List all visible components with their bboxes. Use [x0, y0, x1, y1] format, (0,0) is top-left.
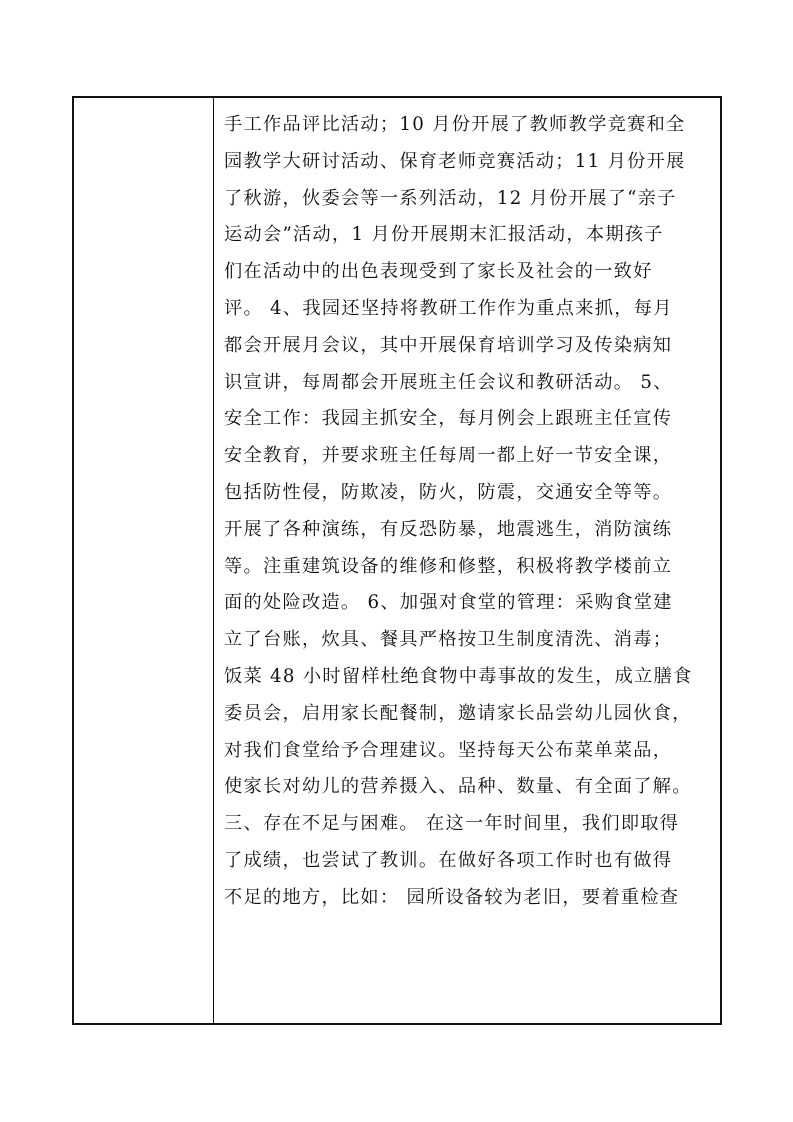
text-line: 园教学大研讨活动、保育老师竞赛活动；11 月份开展 [224, 150, 686, 172]
text-line: 等。注重建筑设备的维修和修整，积极将教学楼前立 [224, 555, 673, 577]
text-line: 三、存在不足与困难。 在这一年时间里，我们即取得 [224, 813, 680, 835]
text-line: 面的处险改造。 6、加强对食堂的管理：采购食堂建 [224, 592, 673, 614]
text-line: 饭菜 48 小时留样杜绝食物中毒事故的发生，成立膳食 [224, 665, 693, 687]
text-line: 手工作品评比活动；10 月份开展了教师教学竞赛和全 [224, 114, 686, 135]
table-label-cell [74, 98, 214, 1023]
text-line: 开展了各种演练，有反恐防暴，地震逃生，消防演练 [224, 518, 673, 540]
text-line: 使家长对幼儿的营养摄入、品种、数量、有全面了解。 [224, 776, 692, 798]
text-line: 了成绩，也尝试了教训。在做好各项工作时也有做得 [224, 849, 673, 871]
text-line: 委员会，启用家长配餐制，邀请家长品尝幼儿园伙食， [224, 702, 692, 724]
text-line: 运动会”活动，1 月份开展期末汇报活动，本期孩子 [224, 224, 664, 246]
text-line: 不足的地方，比如： 园所设备较为老旧，要着重检查 [224, 886, 680, 908]
text-line: 安全教育，并要求班主任每周一都上好一节安全课， [224, 445, 673, 467]
text-line: 安全工作：我园主抓安全，每月例会上跟班主任宣传 [224, 408, 673, 430]
text-line: 们在活动中的出色表现受到了家长及社会的一致好 [224, 261, 653, 283]
content-table [72, 96, 722, 1025]
table-content-cell [214, 98, 720, 1023]
text-line: 都会开展月会议，其中开展保育培训学习及传染病知 [224, 334, 673, 356]
text-line: 了秋游，伙委会等一系列活动，12 月份开展了“亲子 [224, 187, 677, 209]
text-line: 识宣讲，每周都会开展班主任会议和教研活动。 5、 [224, 371, 673, 393]
text-line: 对我们食堂给予合理建议。坚持每天公布菜单菜品， [224, 739, 673, 761]
text-line: 评。 4、我园还坚持将教研工作作为重点来抓，每月 [224, 297, 673, 319]
text-line: 包括防性侵，防欺凌，防火，防震，交通安全等等。 [224, 481, 673, 503]
text-line: 立了台账，炊具、餐具严格按卫生制度清洗、消毒； [224, 629, 673, 651]
